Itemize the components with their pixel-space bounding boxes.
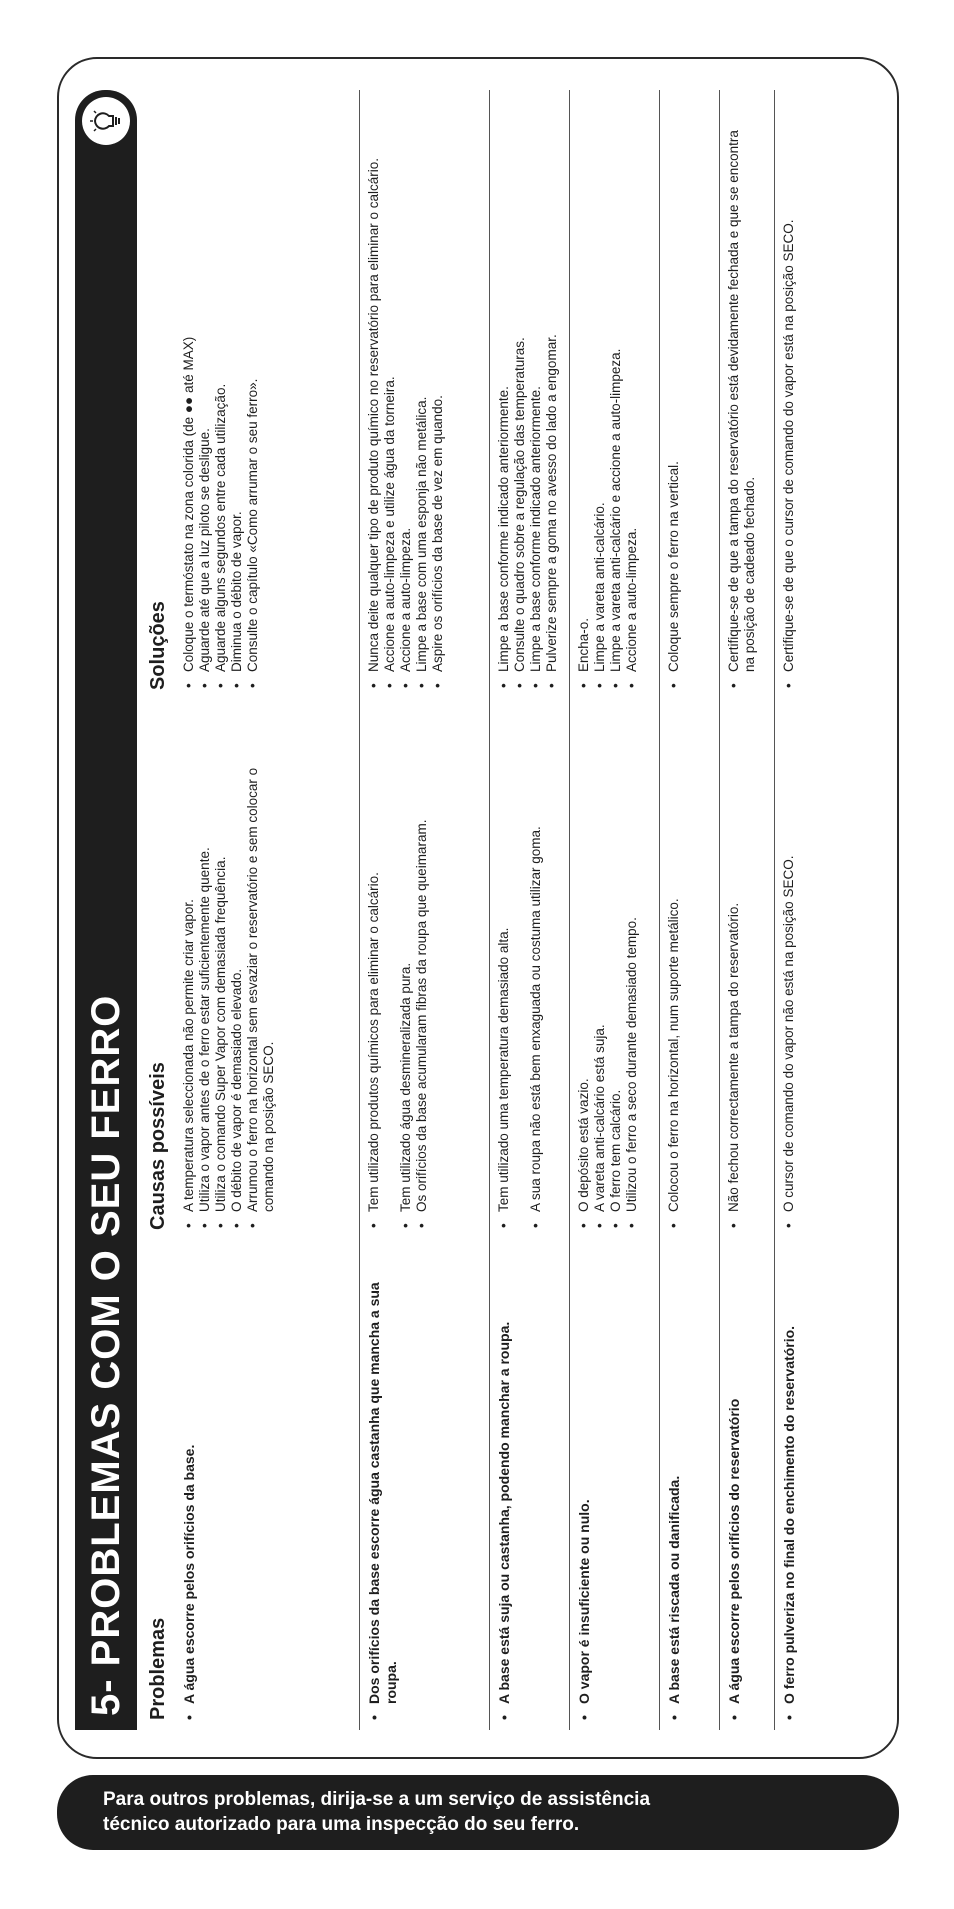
cause-item: • Tem utilizado uma temperatura demasiado alta. bbox=[496, 710, 512, 1230]
solution-item: • Accione a auto-limpeza. bbox=[398, 130, 414, 690]
problem-cell bbox=[181, 1282, 198, 1722]
cause-item: • Os orifícios da base acumularam fibras da roupa que queimaram. bbox=[414, 710, 430, 1230]
causes-cell bbox=[726, 710, 742, 1230]
troubleshooting-table bbox=[75, 90, 875, 1730]
table-row bbox=[660, 90, 720, 1730]
cause-item: • Utiliza o comando Super Vapor com demasiada frequência. bbox=[213, 710, 229, 1230]
solution-item: • Certifique-se de que o cursor de comando do vapor está na posição SECO. bbox=[781, 130, 797, 690]
solution-item: • Aspire os orifícios da base de vez em quando. bbox=[430, 130, 446, 690]
problem-cell bbox=[666, 1282, 683, 1722]
problem-text: • Dos orifícios da base escorre água castanha que mancha a sua roupa. bbox=[366, 1282, 400, 1722]
solutions-cell bbox=[366, 130, 446, 690]
causes-cell bbox=[576, 710, 640, 1230]
cause-item: • A temperatura seleccionada não permite criar vapor. bbox=[181, 710, 197, 1230]
cause-item: • Arrumou o ferro na horizontal sem esvaziar o reservatório e sem colocar o comando na posição SECO. bbox=[245, 710, 277, 1230]
table-row bbox=[360, 90, 490, 1730]
solution-item: • Consulte o capítulo «Como arrumar o seu ferro». bbox=[245, 130, 261, 690]
problem-text: • O vapor é insuficiente ou nulo. bbox=[576, 1282, 593, 1722]
cause-item: • O débito de vapor é demasiado elevado. bbox=[229, 710, 245, 1230]
solutions-cell bbox=[666, 130, 682, 690]
solutions-cell bbox=[576, 130, 640, 690]
table-row bbox=[570, 90, 660, 1730]
table-row bbox=[490, 90, 570, 1730]
cause-item: • O depósito está vazio. bbox=[576, 710, 592, 1230]
solution-item: • Pulverize sempre a goma no avesso do lado a engomar. bbox=[544, 130, 560, 690]
solution-item: • Limpe a base conforme indicado anteriormente. bbox=[528, 130, 544, 690]
header-causes: Causas possíveis bbox=[147, 1062, 169, 1230]
solution-item: • Aguarde até que a luz piloto se desligue. bbox=[197, 130, 213, 690]
solutions-cell bbox=[181, 130, 261, 690]
solution-item: • Diminua o débito de vapor. bbox=[229, 130, 245, 690]
solution-item: • Coloque sempre o ferro na vertical. bbox=[666, 130, 682, 690]
solution-item: • Aguarde alguns segundos entre cada utilização. bbox=[213, 130, 229, 690]
footer-note bbox=[57, 1775, 899, 1850]
cause-item: • Colocou o ferro na horizontal, num suporte metálico. bbox=[666, 710, 682, 1230]
table-row bbox=[720, 90, 775, 1730]
solution-item: • Limpe a base com uma esponja não metálica. bbox=[414, 130, 430, 690]
solution-item: • Nunca deite qualquer tipo de produto químico no reservatório para eliminar o calcário. bbox=[366, 130, 382, 690]
solution-item: • Limpe a vareta anti-calcário e accione a auto-limpeza. bbox=[608, 130, 624, 690]
problem-text: • A base está suja ou castanha, podendo manchar a roupa. bbox=[496, 1282, 513, 1722]
cause-item: • A vareta anti-calcário está suja. bbox=[592, 710, 608, 1230]
solution-item: • Coloque o termóstato na zona colorida (de ●● até MAX) bbox=[181, 130, 197, 690]
header-solutions: Soluções bbox=[147, 601, 169, 690]
problem-text: • A água escorre pelos orifícios do reservatório bbox=[726, 1282, 743, 1722]
cause-item: • Tem utilizado produtos químicos para eliminar o calcário. bbox=[366, 710, 382, 1230]
causes-cell bbox=[781, 710, 797, 1230]
solution-item: • Consulte o quadro sobre a regulação das temperaturas. bbox=[512, 130, 528, 690]
table-row bbox=[775, 90, 835, 1730]
causes-cell bbox=[366, 710, 430, 1230]
problem-cell bbox=[781, 1282, 798, 1722]
solutions-cell bbox=[781, 130, 797, 690]
solutions-cell bbox=[496, 130, 560, 690]
cause-item: • Tem utilizado água desmineralizada pura. bbox=[398, 710, 414, 1230]
title-bar bbox=[75, 90, 137, 1730]
solution-item: • Encha-o. bbox=[576, 130, 592, 690]
causes-cell bbox=[666, 710, 682, 1230]
problem-text: • O ferro pulveriza no final do enchimento do reservatório. bbox=[781, 1282, 798, 1722]
problem-cell bbox=[496, 1282, 513, 1722]
problem-text: • A água escorre pelos orifícios da base. bbox=[181, 1282, 198, 1722]
solution-item: • Accione a auto-limpeza. bbox=[624, 130, 640, 690]
footer-line: técnico autorizado para uma inspecção do seu ferro. bbox=[103, 1814, 580, 1835]
problem-cell bbox=[576, 1282, 593, 1722]
solution-item: • Accione a auto-limpeza e utilize água da torneira. bbox=[382, 130, 398, 690]
lightbulb-icon bbox=[82, 97, 130, 145]
problem-cell bbox=[726, 1282, 743, 1722]
causes-cell bbox=[181, 710, 277, 1230]
problem-text: • A base está riscada ou danificada. bbox=[666, 1282, 683, 1722]
cause-item: • Utiliza o vapor antes de o ferro estar suficientemente quente. bbox=[197, 710, 213, 1230]
table-row bbox=[175, 90, 360, 1730]
cause-item: • O cursor de comando do vapor não está na posição SECO. bbox=[781, 710, 797, 1230]
header-problems: Problemas bbox=[147, 1617, 169, 1720]
solution-item: • Limpe a base conforme indicado anteriormente. bbox=[496, 130, 512, 690]
footer-line: Para outros problemas, dirija-se a um serviço de assistência bbox=[103, 1789, 651, 1810]
solutions-cell bbox=[726, 130, 758, 690]
solution-item: • Certifique-se de que a tampa do reservatório está devidamente fechada e que se encontra na posição de cadeado fechado. bbox=[726, 130, 758, 690]
page-title: 5- PROBLEMAS COM O SEU FERRO bbox=[83, 994, 128, 1716]
cause-item: • Não fechou correctamente a tampa do reservatório. bbox=[726, 710, 742, 1230]
cause-item: • A sua roupa não está bem enxaguada ou costuma utilizar goma. bbox=[528, 710, 544, 1230]
cause-item: • Utilizou o ferro a seco durante demasiado tempo. bbox=[624, 710, 640, 1230]
problem-cell bbox=[366, 1282, 400, 1722]
causes-cell bbox=[496, 710, 544, 1230]
cause-item: • O ferro tem calcário. bbox=[608, 710, 624, 1230]
solution-item: • Limpe a vareta anti-calcário. bbox=[592, 130, 608, 690]
